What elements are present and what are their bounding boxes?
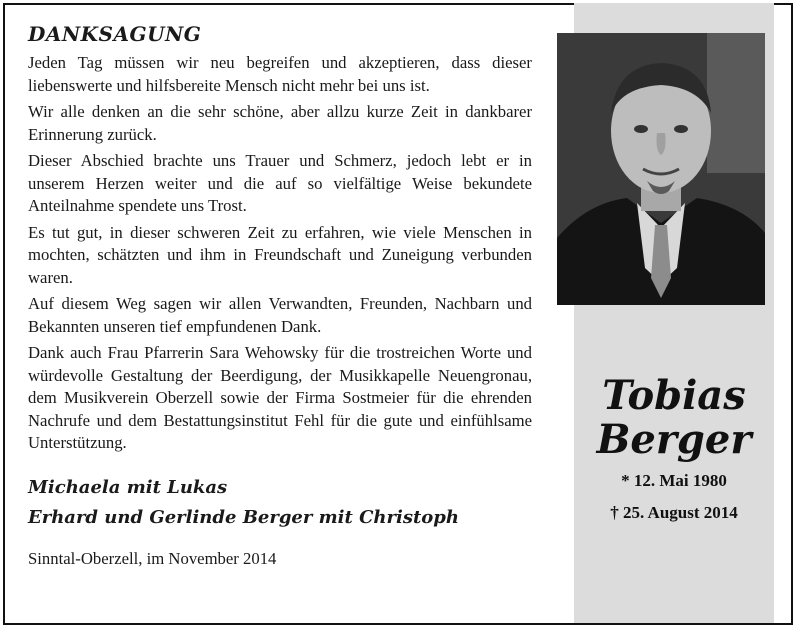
birth-date: * 12. Mai 1980: [621, 471, 727, 490]
signatures: [28, 473, 532, 533]
paragraph-3: Dieser Abschied brachte uns Trauer und Schmerz, jedoch lebt er in unserem Herzen weiter und die auf so vielfältige Weise bekundete Anteilnahme spendete uns Trost.: [28, 151, 532, 215]
portrait-photo: [557, 33, 765, 305]
acknowledgement-text: [28, 22, 532, 569]
deceased-last-name: Berger: [596, 416, 752, 463]
deceased-first-name: Tobias: [602, 372, 746, 419]
place-date: Sinntal-Oberzell, im November 2014: [28, 548, 277, 568]
death-date: † 25. August 2014: [610, 503, 738, 522]
paragraph-2: Wir alle denken an die sehr schöne, aber allzu kurze Zeit in dankbarer Erinnerung zurück.: [28, 102, 532, 144]
signature-1: Michaela mit Lukas: [28, 476, 228, 498]
paragraph-4: Es tut gut, in dieser schweren Zeit zu erfahren, wie viele Menschen in mochten, schätzten und ihm in Freundschaft und Zuneigung verbunden waren.: [28, 222, 532, 287]
paragraph-5: Auf diesem Weg sagen wir allen Verwandten, Freunden, Nachbarn und Bekannten unseren tief empfundenen Dank.: [28, 294, 532, 336]
paragraph-6: Dank auch Frau Pfarrerin Sara Wehowsky für die trostreichen Worte und würdevolle Gestaltung der Beerdigung, der Musikkapelle Neuengronau, dem Musikverein Oberzell sowie der Firma Sostmeier für die ehrenden Nachrufe und dem Bestattungsinstitut Fehl für die gute und einfühlsame Unterstützung.: [28, 343, 532, 452]
paragraph-1: Jeden Tag müssen wir neu begreifen und akzeptieren, dass dieser liebenswerte und hilfsbereite Mensch nicht mehr bei uns ist.: [28, 53, 532, 95]
notice-heading: DANKSAGUNG: [28, 22, 202, 46]
signature-2: Erhard und Gerlinde Berger mit Christoph: [28, 506, 459, 528]
